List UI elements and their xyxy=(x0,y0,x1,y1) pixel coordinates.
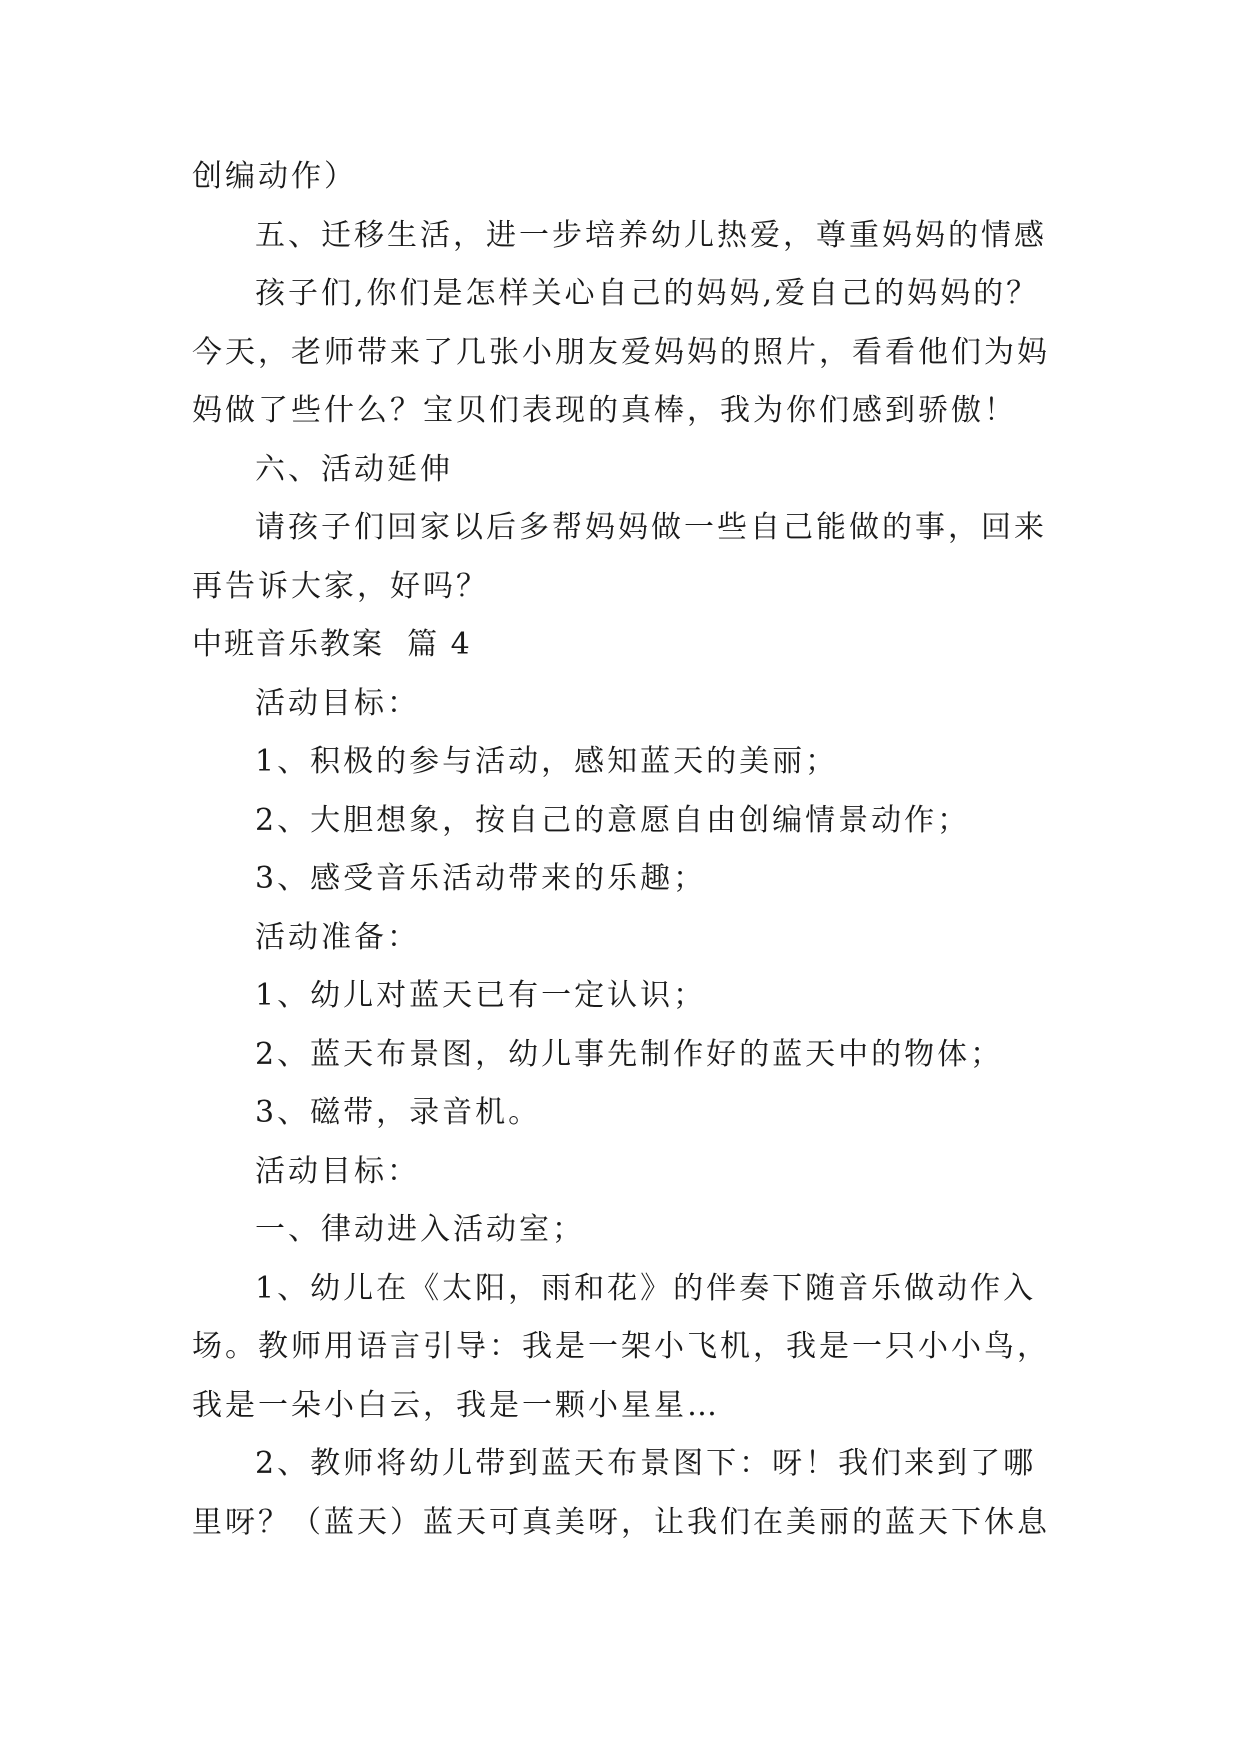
text-line: 请孩子们回家以后多帮妈妈做一些自己能做的事，回来 xyxy=(255,510,1047,545)
section-heading: 五、迁移生活，进一步培养幼儿热爱，尊重妈妈的情感 xyxy=(255,217,1047,253)
section-heading: 一、律动进入活动室； xyxy=(255,1212,585,1247)
list-item: 1、幼儿在《太阳，雨和花》的伴奏下随音乐做动作入 xyxy=(255,1270,1037,1306)
section-heading: 活动准备： xyxy=(255,919,420,955)
section-heading: 活动目标： xyxy=(255,685,420,721)
text-line: 再告诉大家，好吗？ xyxy=(192,568,489,604)
text-line: 场。教师用语言引导：我是一架小飞机，我是一只小小鸟， xyxy=(192,1329,1050,1364)
list-item: 2、教师将幼儿带到蓝天布景图下：呀！我们来到了哪 xyxy=(255,1446,1037,1481)
text-line: 创编动作） xyxy=(192,159,357,194)
list-item: 2、蓝天布景图，幼儿事先制作好的蓝天中的物体； xyxy=(255,1036,1004,1072)
list-item: 3、磁带，录音机。 xyxy=(255,1095,542,1130)
text-line: 里呀？（蓝天）蓝天可真美呀，让我们在美丽的蓝天下休息 xyxy=(192,1504,1050,1540)
section-heading: 六、活动延伸 xyxy=(255,451,453,487)
document-body xyxy=(192,148,1062,1552)
list-item: 2、大胆想象，按自己的意愿自由创编情景动作； xyxy=(255,802,971,838)
text-line: 孩子们,你们是怎样关心自己的妈妈,爱自己的妈妈的？ xyxy=(255,276,1040,311)
section-heading: 活动目标： xyxy=(255,1153,420,1189)
list-item: 1、积极的参与活动，感知蓝天的美丽； xyxy=(255,744,839,779)
text-line: 妈做了些什么？宝贝们表现的真棒，我为你们感到骄傲！ xyxy=(192,393,1017,428)
list-item: 3、感受音乐活动带来的乐趣； xyxy=(255,861,707,896)
text-line: 今天，老师带来了几张小朋友爱妈妈的照片，看看他们为妈 xyxy=(192,334,1050,370)
list-item: 1、幼儿对蓝天已有一定认识； xyxy=(255,978,707,1013)
article-title: 中班音乐教案 篇 4 xyxy=(192,627,472,662)
text-line: 我是一朵小白云，我是一颗小星星… xyxy=(192,1387,720,1423)
